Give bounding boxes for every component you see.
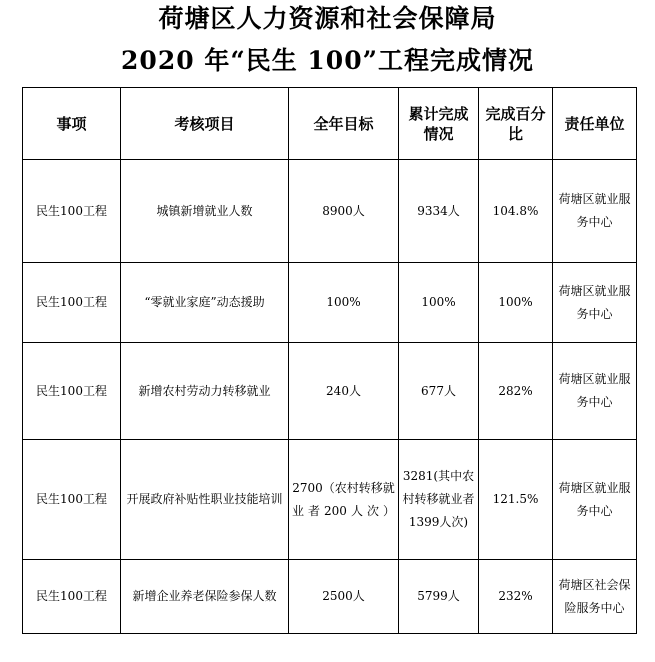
cell-percent: 121.5% — [479, 440, 553, 560]
header-completed: 累计完成情况 — [399, 88, 479, 160]
document-subtitle: 2020 年“民生 100”工程完成情况 — [121, 46, 534, 75]
table-header-row — [23, 88, 637, 160]
cell-target: 2700（农村转移就业者200人次） — [289, 440, 399, 560]
header-item: 事项 — [23, 88, 121, 160]
cell-unit: 荷塘区社会保险服务中心 — [553, 560, 637, 634]
completion-table — [22, 87, 637, 634]
cell-completed: 3281(其中农村转移就业者1399人次) — [399, 440, 479, 560]
cell-percent: 104.8% — [479, 160, 553, 263]
cell-target: 8900人 — [289, 160, 399, 263]
cell-target: 240人 — [289, 343, 399, 440]
cell-item: 民生100工程 — [23, 560, 121, 634]
cell-percent: 100% — [479, 263, 553, 343]
table-row — [23, 560, 637, 634]
cell-unit: 荷塘区就业服务中心 — [553, 440, 637, 560]
cell-completed: 9334人 — [399, 160, 479, 263]
cell-item: 民生100工程 — [23, 440, 121, 560]
cell-project: “零就业家庭”动态援助 — [121, 263, 289, 343]
cell-percent: 282% — [479, 343, 553, 440]
cell-percent: 232% — [479, 560, 553, 634]
cell-project: 开展政府补贴性职业技能培训 — [121, 440, 289, 560]
cell-target: 2500人 — [289, 560, 399, 634]
cell-project: 新增企业养老保险参保人数 — [121, 560, 289, 634]
cell-item: 民生100工程 — [23, 263, 121, 343]
header-unit: 责任单位 — [553, 88, 637, 160]
header-target: 全年目标 — [289, 88, 399, 160]
table-row — [23, 343, 637, 440]
cell-unit: 荷塘区就业服务中心 — [553, 343, 637, 440]
document-title: 荷塘区人力资源和社会保障局 — [158, 4, 497, 33]
cell-item: 民生100工程 — [23, 343, 121, 440]
table-row — [23, 263, 637, 343]
cell-target: 100% — [289, 263, 399, 343]
cell-project: 新增农村劳动力转移就业 — [121, 343, 289, 440]
header-percent: 完成百分比 — [479, 88, 553, 160]
table-row — [23, 160, 637, 263]
header-project: 考核项目 — [121, 88, 289, 160]
cell-completed: 677人 — [399, 343, 479, 440]
cell-completed: 100% — [399, 263, 479, 343]
table-row — [23, 440, 637, 560]
cell-unit: 荷塘区就业服务中心 — [553, 263, 637, 343]
cell-completed: 5799人 — [399, 560, 479, 634]
cell-unit: 荷塘区就业服务中心 — [553, 160, 637, 263]
cell-item: 民生100工程 — [23, 160, 121, 263]
cell-project: 城镇新增就业人数 — [121, 160, 289, 263]
